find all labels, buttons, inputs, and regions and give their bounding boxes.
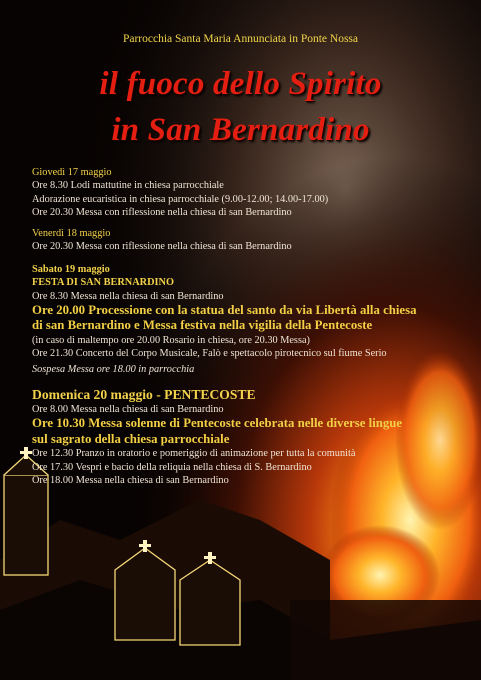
friday-section xyxy=(32,227,477,254)
title-line-1: il fuoco dello Spirito xyxy=(99,66,382,102)
feast-label: FESTA DI SAN BERNARDINO xyxy=(32,277,174,289)
thursday-header: Giovedì 17 maggio xyxy=(32,167,112,178)
schedule-item: Ore 20.30 Messa con riflessione nella chiesa di san Bernardino xyxy=(32,241,292,253)
procession-line-1: Ore 20.00 Processione con la statua del santo da via Libertà alla chiesa xyxy=(32,302,417,317)
schedule-item: Ore 18.00 Messa nella chiesa di san Bernardino xyxy=(32,474,229,486)
sunday-section xyxy=(32,387,477,487)
thursday-section xyxy=(32,166,477,219)
solemn-mass-line-1: Ore 10.30 Messa solenne di Pentecoste celebrata nelle diverse lingue xyxy=(32,416,403,431)
parish-name: Parrocchia Santa Maria Annunciata in Ponte Nossa xyxy=(122,33,359,45)
schedule-item: Ore 20.30 Messa con riflessione nella chiesa di san Bernardino xyxy=(32,206,292,218)
title-line-2: in San Bernardino xyxy=(111,112,370,148)
saturday-header: Sabato 19 maggio xyxy=(32,264,110,275)
procession-line-2: di san Bernardino e Messa festiva nella vigilia della Pentecoste xyxy=(32,318,373,333)
schedule-item: Ore 8.30 Lodi mattutine in chiesa parrocchiale xyxy=(32,180,224,192)
rain-note: (in caso di maltempo ore 20.00 Rosario in chiesa, ore 20.30 Messa) xyxy=(32,334,310,346)
suspended-mass-note: Sospesa Messa ore 18.00 in parrocchia xyxy=(32,364,195,376)
schedule-item: Ore 12.30 Pranzo in oratorio e pomeriggio di animazione per tutta la comunità xyxy=(32,448,356,460)
concert-item: Ore 21.30 Concerto del Corpo Musicale, Falò e spettacolo pirotecnico sul fiume Serio xyxy=(32,348,387,360)
schedule-item: Adorazione eucaristica in chiesa parrocchiale (9.00-12.00; 14.00-17.00) xyxy=(32,193,329,205)
saturday-section xyxy=(32,263,477,377)
schedule-item: Ore 8.30 Messa nella chiesa di san Bernardino xyxy=(32,290,224,302)
sunday-header: Domenica 20 maggio - PENTECOSTE xyxy=(32,387,256,402)
solemn-mass-line-2: sul sagrato della chiesa parrocchiale xyxy=(32,431,230,446)
schedule-item: Ore 17.30 Vespri e bacio della reliquia nella chiesa di S. Bernardino xyxy=(32,461,312,473)
friday-header: Venerdì 18 maggio xyxy=(32,228,111,239)
schedule-item: Ore 8.00 Messa nella chiesa di san Bernardino xyxy=(32,404,224,415)
